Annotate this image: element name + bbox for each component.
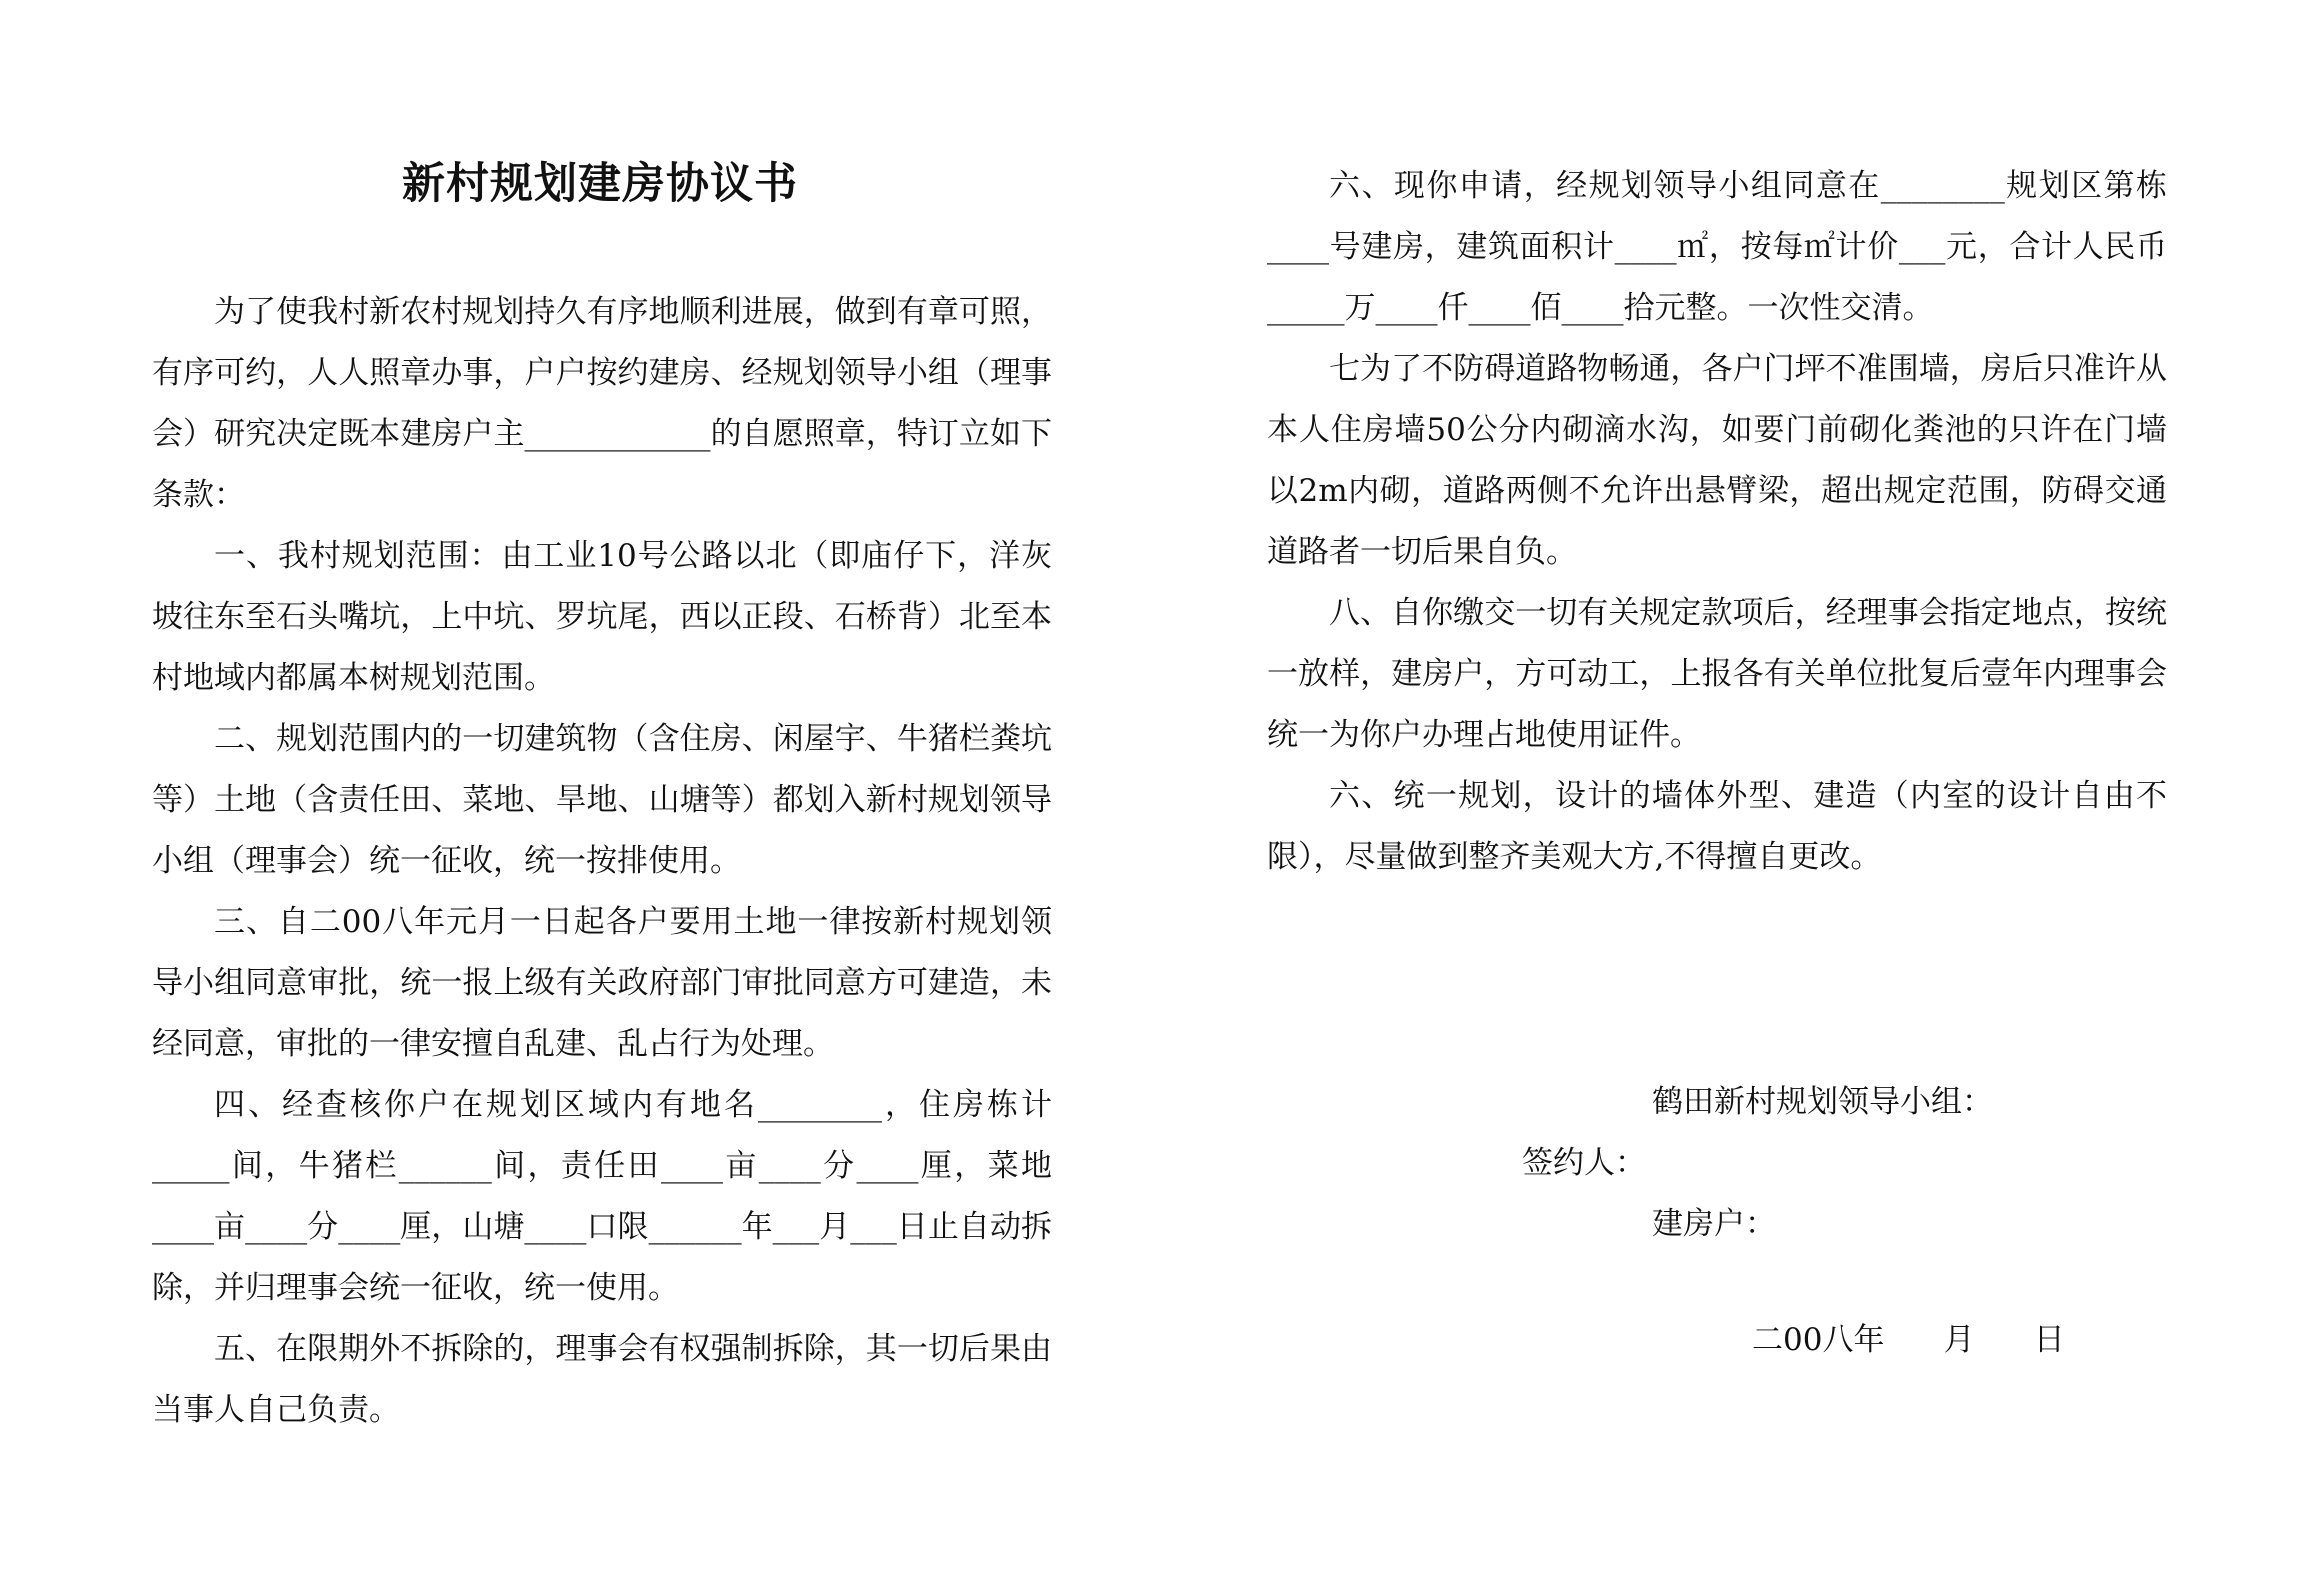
right-column	[1267, 156, 2167, 888]
clause-1-paragraph: 一、我村规划范围：由工业10号公路以北（即庙仔下，洋灰坡往东至石头嘴坑，上中坑、罗坑尾，西以正段、石桥背）北至本村地域内都属本树规划范围。	[152, 538, 1052, 696]
signature-group-label: 鹤田新村规划领导小组：	[1652, 1084, 1993, 1120]
intro-paragraph: 为了使我村新农村规划持久有序地顺利进展，做到有章可照，有序可约，人人照章办事，户户按约建房、经规划领导小组（理事会）研究决定既本建房户主____________的自愿照章，特订立如下条款：	[152, 294, 1052, 513]
signature-date: 二00八年 月 日	[1752, 1322, 2065, 1358]
clause-6-paragraph: 六、现你申请，经规划领导小组同意在________规划区第栋____号建房，建筑面积计____㎡，按每㎡计价___元，合计人民币_____万____仟____佰____拾元整。一次性交清。	[1267, 168, 2167, 326]
clause-6b-paragraph: 六、统一规划，设计的墙体外型、建造（内室的设计自由不限），尽量做到整齐美观大方,不得擅自更改。	[1267, 778, 2167, 875]
clause-7-paragraph: 七为了不防碍道路物畅通，各户门坪不准围墙，房后只准许从本人住房墙50公分内砌滴水沟，如要门前砌化粪池的只许在门墙以2m内砌，道路两侧不允许出悬臂梁，超出规定范围，防碍交通道路者一切后果自负。	[1267, 351, 2167, 570]
clause-4-paragraph: 四、经查核你户在规划区域内有地名________，住房栋计_____间，牛猪栏______间，责任田____亩____分____厘，菜地____亩____分____厘，山塘____口限______年___月___日止自动拆除，并归理事会统一征收，统一使用。	[152, 1087, 1052, 1306]
signature-builder-label: 建房户：	[1652, 1206, 1776, 1242]
left-column	[152, 282, 1052, 1441]
clause-8-paragraph: 八、自你缴交一切有关规定款项后，经理事会指定地点，按统一放样，建房户，方可动工，上报各有关单位批复后壹年内理事会统一为你户办理占地使用证件。	[1267, 595, 2167, 753]
clause-5-paragraph: 五、在限期外不拆除的，理事会有权强制拆除，其一切后果由当事人自己负责。	[152, 1331, 1052, 1428]
clause-3-paragraph: 三、自二00八年元月一日起各户要用土地一律按新村规划领导小组同意审批，统一报上级有关政府部门审批同意方可建造，未经同意，审批的一律安擅自乱建、乱占行为处理。	[152, 904, 1052, 1062]
clause-2-paragraph: 二、规划范围内的一切建筑物（含住房、闲屋宇、牛猪栏粪坑等）土地（含责任田、菜地、旱地、山塘等）都划入新村规划领导小组（理事会）统一征收，统一按排使用。	[152, 721, 1052, 879]
document-title: 新村规划建房协议书	[402, 159, 798, 209]
signature-signer-label: 签约人：	[1522, 1145, 1646, 1181]
